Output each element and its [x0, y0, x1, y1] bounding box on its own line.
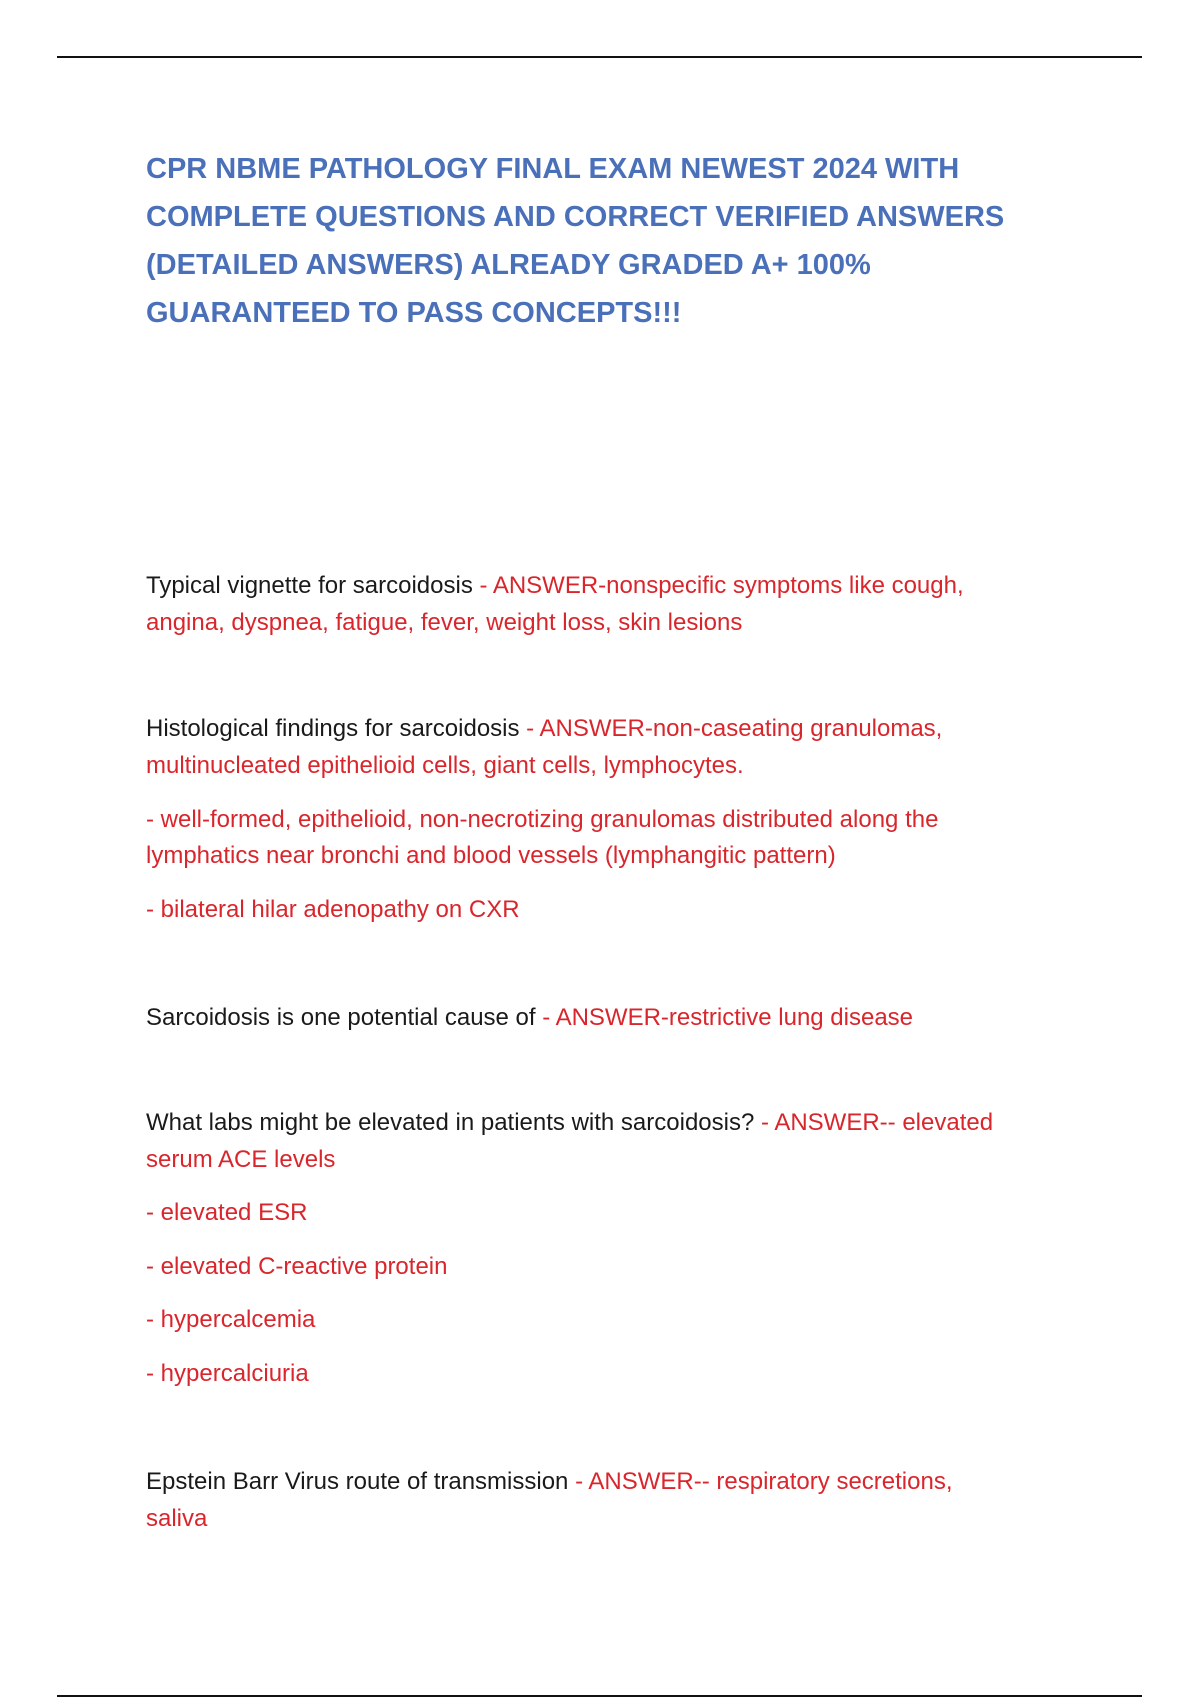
answer-text-continued: serum ACE levels: [146, 1146, 336, 1173]
answer-extra-line: - elevated ESR: [146, 1199, 308, 1226]
answer-text: - ANSWER-nonspecific symptoms like cough,: [472, 572, 964, 599]
answer-text: - ANSWER-- respiratory secretions,: [568, 1468, 953, 1495]
document-title: [146, 145, 1076, 337]
question-text: Sarcoidosis is one potential cause of: [146, 1004, 536, 1031]
answer-text-continued: multinucleated epithelioid cells, giant cells, lymphocytes.: [146, 752, 744, 779]
title-line: CPR NBME PATHOLOGY FINAL EXAM NEWEST 2024 WITH: [146, 153, 960, 185]
title-line: GUARANTEED TO PASS CONCEPTS!!!: [146, 297, 682, 329]
title-line: COMPLETE QUESTIONS AND CORRECT VERIFIED ANSWERS: [146, 201, 1005, 233]
answer-extra-line: lymphatics near bronchi and blood vessels (lymphangitic pattern): [146, 842, 836, 869]
title-line: (DETAILED ANSWERS) ALREADY GRADED A+ 100%: [146, 249, 871, 281]
answer-text-continued: angina, dyspnea, fatigue, fever, weight loss, skin lesions: [146, 609, 743, 636]
answer-extra-line: - elevated C-reactive protein: [146, 1253, 448, 1280]
answer-extra-line: - bilateral hilar adenopathy on CXR: [146, 896, 520, 923]
answer-extra-line: - hypercalcemia: [146, 1306, 316, 1333]
answer-text: - ANSWER-non-caseating granulomas,: [519, 715, 943, 742]
question-text: Typical vignette for sarcoidosis: [146, 572, 473, 599]
question-text: Histological findings for sarcoidosis: [146, 715, 520, 742]
answer-text: - ANSWER-- elevated: [754, 1109, 994, 1136]
qa-item: [146, 710, 1086, 784]
qa-item: [146, 999, 1086, 1036]
qa-item: [146, 567, 1086, 641]
answer-extra-line: - hypercalciuria: [146, 1360, 309, 1387]
document-header: [146, 145, 1076, 337]
bottom-rule: [57, 1695, 1142, 1697]
answer-extra-line: - well-formed, epithelioid, non-necrotizing granulomas distributed along the: [146, 806, 939, 833]
qa-item: [146, 1463, 1086, 1537]
answer-text-continued: saliva: [146, 1505, 208, 1532]
question-text: What labs might be elevated in patients with sarcoidosis?: [146, 1109, 755, 1136]
qa-item: [146, 1104, 1086, 1178]
top-rule: [57, 56, 1142, 58]
question-text: Epstein Barr Virus route of transmission: [146, 1468, 569, 1495]
answer-text: - ANSWER-restrictive lung disease: [535, 1004, 914, 1031]
